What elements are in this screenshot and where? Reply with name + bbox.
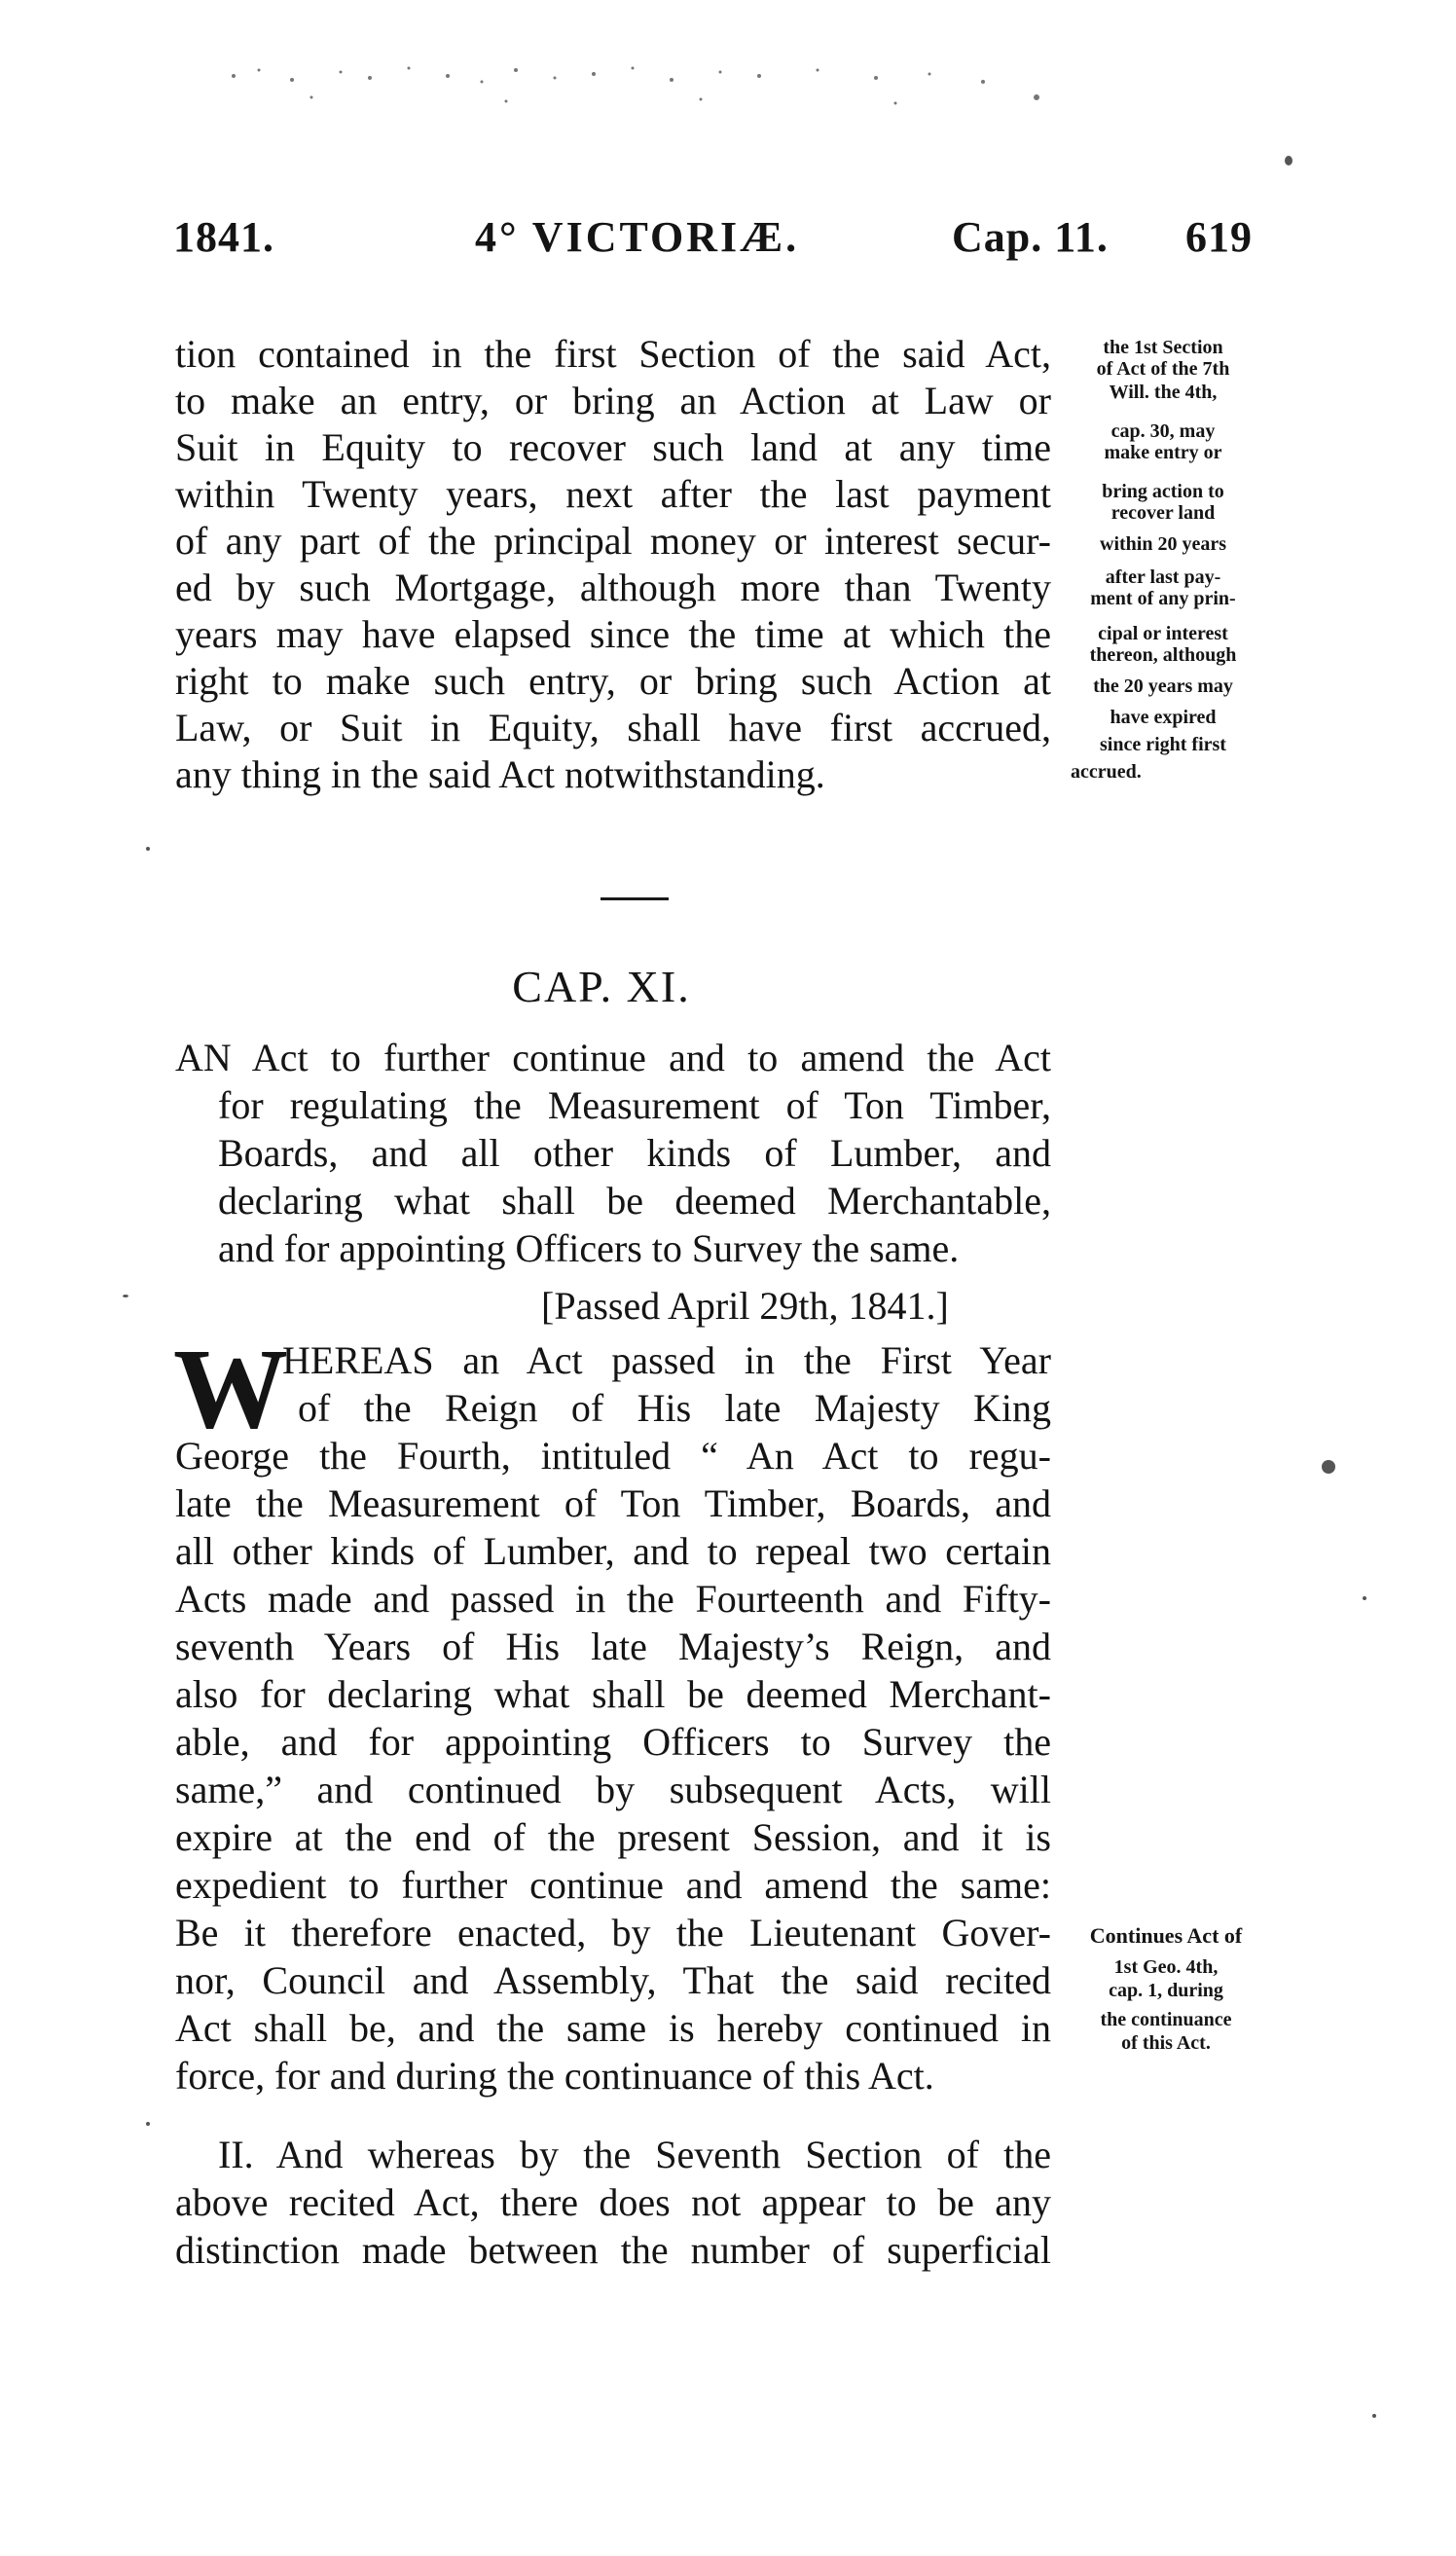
margin-note-line: Continues Act of (1089, 1923, 1243, 1948)
act-title-line: for regulating the Measurement of Ton Timber, (218, 1083, 1051, 1127)
margin-note-line: cap. 30, may (1110, 420, 1216, 442)
header-year: 1841. (173, 213, 274, 261)
text-line: able, and for appointing Officers to Survey the (175, 1720, 1051, 1764)
scan-speck (123, 1295, 128, 1297)
margin-note-line: the 1st Section (1103, 337, 1223, 358)
act-title-line: declaring what shall be deemed Merchantable, (218, 1179, 1051, 1223)
text-line: expedient to further continue and amend the same: (175, 1863, 1051, 1907)
text-line: seventh Years of His late Majesty’s Reign, and (175, 1625, 1051, 1668)
margin-note-line: recover land (1110, 502, 1216, 524)
margin-note-line: cipal or interest (1098, 623, 1228, 644)
text-line: Law, or Suit in Equity, shall have first accrued, (175, 706, 1051, 749)
scan-noise (214, 58, 1090, 117)
text-line: to make an entry, or bring an Action at Law or (175, 379, 1051, 422)
text-line: above recited Act, there does not appear to be any (175, 2180, 1051, 2224)
text-line: nor, Council and Assembly, That the said recited (175, 1958, 1051, 2002)
scan-speck (1372, 2414, 1376, 2418)
margin-note-line: the 20 years may (1093, 676, 1233, 697)
passed-date: [Passed April 29th, 1841.] (541, 1284, 949, 1328)
scan-speck (146, 2122, 150, 2126)
text-line: also for declaring what shall be deemed Merchant- (175, 1672, 1051, 1716)
scan-speck (1285, 156, 1292, 165)
margin-note-line: have expired (1110, 707, 1217, 728)
text-line: II. And whereas by the Seventh Section of the (218, 2133, 1051, 2176)
text-line: HEREAS an Act passed in the First Year (282, 1338, 1051, 1382)
act-title-line: and for appointing Officers to Survey the same. (218, 1226, 960, 1270)
text-line: tion contained in the first Section of the said Act, (175, 332, 1051, 376)
margin-note-line: Will. the 4th, (1109, 382, 1218, 403)
text-line: of the Reign of His late Majesty King (298, 1386, 1051, 1430)
text-line: Be it therefore enacted, by the Lieutenant Gover- (175, 1911, 1051, 1954)
header-page-number: 619 (1185, 213, 1253, 261)
margin-note-line: since right first (1100, 734, 1226, 755)
text-line: same,” and continued by subsequent Acts, will (175, 1768, 1051, 1811)
text-line: within Twenty years, next after the last payment (175, 472, 1051, 516)
margin-note-line: accrued. (1071, 761, 1142, 783)
text-line: expire at the end of the present Session, and it is (175, 1815, 1051, 1859)
chapter-heading: CAP. XI. (512, 962, 691, 1011)
text-line: Acts made and passed in the Fourteenth and Fifty- (175, 1577, 1051, 1621)
margin-note-line: of this Act. (1121, 2032, 1211, 2054)
act-title-line: AN Act to further continue and to amend the Act (175, 1036, 1051, 1079)
margin-note-line: cap. 1, during (1109, 1980, 1223, 2001)
text-line: ed by such Mortgage, although more than Twenty (175, 566, 1051, 609)
margin-note-line: ment of any prin- (1090, 588, 1236, 609)
drop-cap: W (173, 1325, 288, 1452)
scan-speck (1363, 1596, 1366, 1600)
text-line: Act shall be, and the same is hereby continued in (175, 2006, 1051, 2050)
margin-note-line: thereon, although (1089, 644, 1237, 666)
text-line: Suit in Equity to recover such land at any time (175, 425, 1051, 469)
text-line: any thing in the said Act notwithstanding. (175, 752, 825, 796)
margin-note-line: make entry or (1104, 442, 1222, 463)
text-line: distinction made between the number of superficial (175, 2228, 1051, 2272)
text-line: of any part of the principal money or interest secur- (175, 519, 1051, 563)
header-reign: 4° VICTORIÆ. (475, 213, 800, 261)
text-line: George the Fourth, intituled “ An Act to regu- (175, 1434, 1051, 1478)
act-title-line: Boards, and all other kinds of Lumber, and (218, 1131, 1051, 1175)
text-line: late the Measurement of Ton Timber, Boards, and (175, 1481, 1051, 1525)
margin-note-line: 1st Geo. 4th, (1113, 1956, 1219, 1978)
margin-note-line: within 20 years (1100, 533, 1226, 555)
text-line: years may have elapsed since the time at which the (175, 612, 1051, 656)
text-line: force, for and during the continuance of this Act. (175, 2054, 934, 2098)
section-divider (601, 897, 669, 900)
margin-note-line: bring action to (1102, 481, 1224, 502)
margin-note-line: the continuance (1100, 2009, 1232, 2030)
margin-note-line: of Act of the 7th (1096, 358, 1230, 380)
text-line: all other kinds of Lumber, and to repeal two certain (175, 1529, 1051, 1573)
text-line: right to make such entry, or bring such Action at (175, 659, 1051, 703)
margin-note-line: after last pay- (1105, 566, 1221, 588)
header-chapter: Cap. 11. (952, 213, 1109, 261)
scan-speck (1322, 1460, 1335, 1474)
scan-speck (146, 847, 150, 851)
